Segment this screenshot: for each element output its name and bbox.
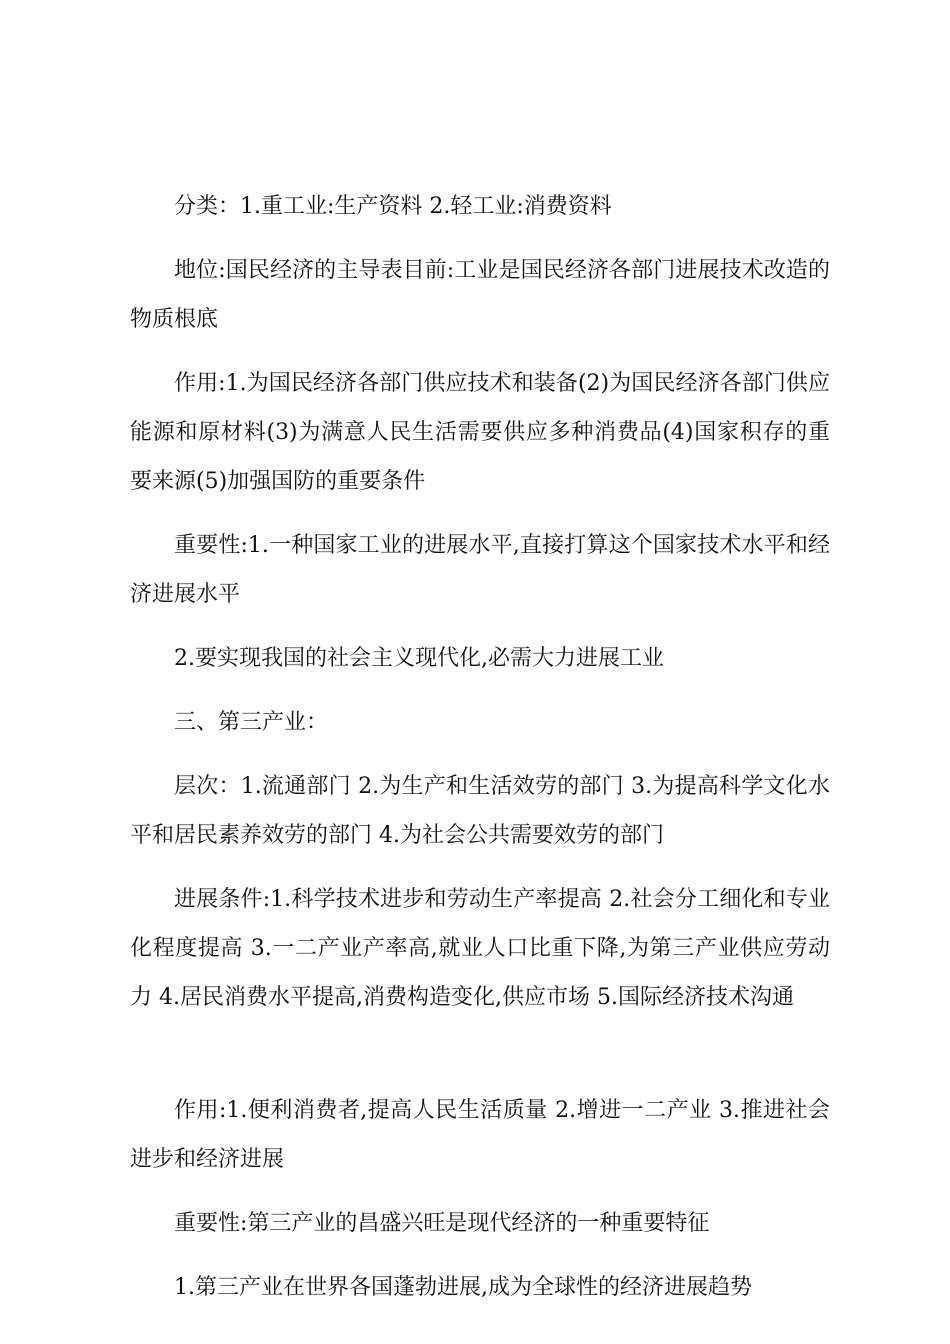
paragraph-importance-2: 2.要实现我国的社会主义现代化,必需大力进展工业	[174, 646, 664, 671]
paragraph-development-conditions: 进展条件:1.科学技术进步和劳动生产率提高 2.社会分工细化和专业化程度提高 3.一二产业产率高,就业人口比重下降,为第三产业供应劳动力 4.居民消费水平提高,消费构造变化,供应市场 5.国际经济技术沟通	[130, 887, 830, 1010]
paragraph-levels: 层次：1.流通部门 2.为生产和生活效劳的部门 3.为提高科学文化水平和居民素养效劳的部门 4.为社会公共需要效劳的部门	[130, 774, 830, 848]
paragraph-tertiary-importance: 重要性:第三产业的昌盛兴旺是现代经济的一种重要特征	[174, 1211, 710, 1236]
document-body	[130, 182, 830, 1327]
paragraph-tertiary-importance-1: 1.第三产业在世界各国蓬勃进展,成为全球性的经济进展趋势	[174, 1275, 752, 1300]
paragraph-status: 地位:国民经济的主导表目前:工业是国民经济各部门进展技术改造的物质根底	[130, 258, 830, 332]
paragraph-importance: 重要性:1.一种国家工业的进展水平,直接打算这个国家技术水平和经济进展水平	[130, 533, 830, 607]
section-heading-tertiary-industry: 三、第三产业：	[174, 710, 329, 735]
paragraph-tertiary-function: 作用:1.便利消费者,提高人民生活质量 2.增进一二产业 3.推进社会进步和经济进展	[130, 1098, 830, 1172]
paragraph-classification: 分类：1.重工业:生产资料 2.轻工业:消费资料	[174, 194, 612, 219]
paragraph-function: 作用:1.为国民经济各部门供应技术和装备(2)为国民经济各部门供应能源和原材料(3)为满意人民生活需要供应多种消费品(4)国家积存的重要来源(5)加强国防的重要条件	[130, 371, 830, 494]
